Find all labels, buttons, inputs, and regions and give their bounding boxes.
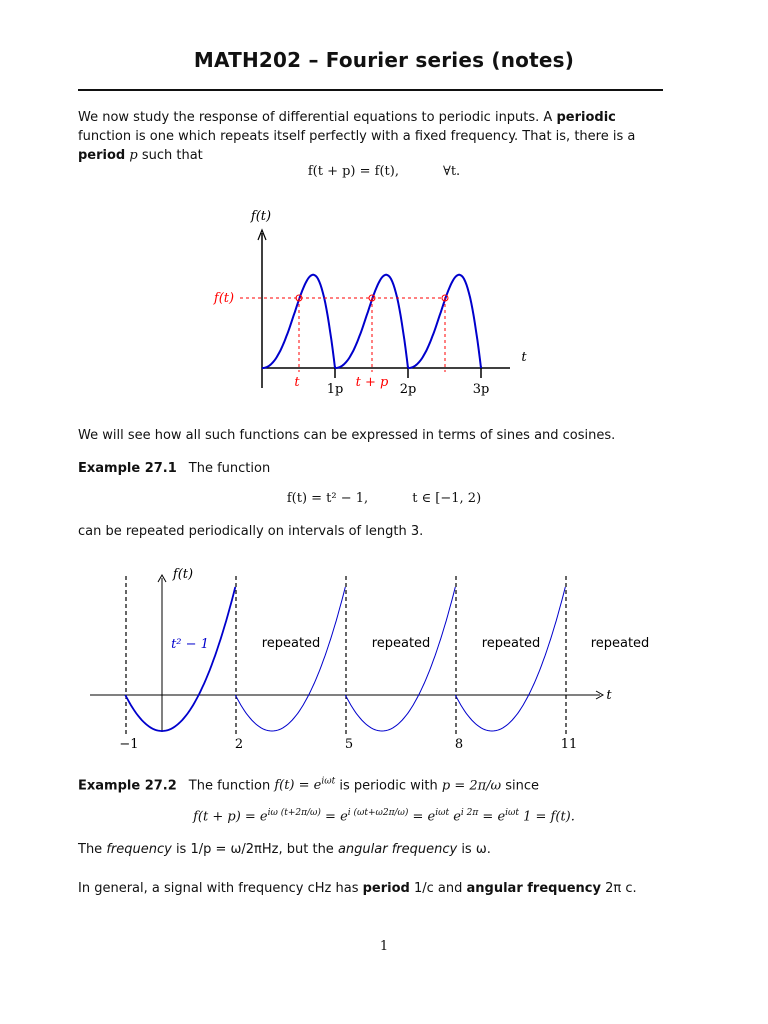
- example-27-1-equation: [0, 491, 768, 506]
- example-27-1-heading: [78, 459, 664, 478]
- eq-exponent-2: i (ωt+ω2π/ω): [347, 808, 409, 818]
- example-27-1-eq-left: f(t) = t² − 1,: [286, 491, 369, 506]
- x-axis-label: t: [521, 350, 527, 365]
- freq-text-a: The: [78, 842, 107, 857]
- example-27-1-intro: The function: [188, 461, 271, 476]
- periodicity-equation: [0, 164, 768, 179]
- freq-term-frequency: frequency: [106, 842, 172, 857]
- example-27-2-equation: [0, 808, 768, 824]
- repeated-label-4: repeated: [590, 636, 650, 651]
- repeated-curve-1: [235, 587, 345, 731]
- general-text-a: In general, a signal with frequency cHz has: [78, 881, 363, 896]
- tick-label-1p: 1p: [326, 382, 344, 397]
- eq-mid-3: e: [449, 809, 461, 825]
- repeated-curve-3: [455, 587, 565, 731]
- example-27-2-function: [274, 778, 335, 793]
- periodicity-eq-right: ∀t.: [442, 164, 461, 179]
- tick-label-5: 5: [344, 737, 354, 752]
- periodic-extension-figure: [80, 560, 650, 760]
- example-27-1-label: Example 27.1: [78, 461, 177, 476]
- intro-bold-periodic: periodic: [556, 110, 616, 125]
- repeated-label-1: repeated: [261, 636, 321, 651]
- repeated-curve-2: [345, 587, 455, 731]
- tick-label-minus-1: −1: [119, 737, 139, 752]
- general-sentence: [78, 879, 664, 898]
- eq-exponent-4: i 2π: [460, 808, 479, 818]
- title-rule: [78, 89, 663, 91]
- intro-text-a: We now study the response of differential equations to periodic inputs. A: [78, 110, 557, 125]
- base-parabola-curve: [125, 587, 235, 731]
- page-number: 1: [379, 939, 389, 954]
- intro-bold-period: period: [78, 148, 126, 163]
- periodic-function-figure: [200, 200, 540, 405]
- freq-text-c: is 1/p = ω/2πHz, but the: [171, 842, 338, 857]
- example-27-2-function-exponent: iωt: [321, 777, 336, 787]
- intro-text-c: function is one which repeats itself perfectly with a fixed frequency. That is, there is a: [78, 129, 636, 144]
- tick-label-2p: 2p: [399, 382, 417, 397]
- example-27-2-text-e: since: [501, 778, 540, 794]
- tick-label-8: 8: [454, 737, 464, 752]
- sines-cosines-text: We will see how all such functions can be expressed in terms of sines and cosines.: [78, 428, 616, 443]
- intro-symbol-p: p: [125, 148, 138, 163]
- freq-text-e: is ω.: [457, 842, 491, 857]
- general-text-e: 2π c.: [600, 881, 637, 896]
- eq-exponent-5: iωt: [505, 808, 519, 818]
- y-axis-label: f(t): [250, 209, 272, 224]
- eq-rhs: 1 = f(t).: [519, 809, 575, 825]
- tick-label-3p: 3p: [472, 382, 490, 397]
- intro-paragraph: [78, 108, 664, 165]
- general-text-c: 1/c and: [409, 881, 467, 896]
- eq-lhs: f(t + p) = e: [193, 809, 268, 825]
- eq-mid-1: = e: [320, 809, 348, 825]
- curve-label: t² − 1: [171, 637, 209, 652]
- eq-mid-4: = e: [478, 809, 506, 825]
- general-term-angular-frequency: angular frequency: [466, 881, 601, 896]
- example-27-1-eq-right: t ∈ [−1, 2): [412, 491, 482, 506]
- tick-label-2: 2: [234, 737, 244, 752]
- example-27-2-function-base: f(t) = e: [274, 778, 322, 794]
- example-27-2-heading: [78, 773, 664, 795]
- intro-text-f: such that: [137, 148, 203, 163]
- x-axis-label: t: [606, 688, 612, 703]
- freq-term-angular-frequency: angular frequency: [337, 842, 458, 857]
- tick-label-11: 11: [560, 737, 578, 752]
- eq-exponent-3: iωt: [435, 808, 450, 818]
- page-title: MATH202 – Fourier series (notes): [193, 48, 575, 72]
- example-27-2-text-c: is periodic with: [335, 778, 442, 794]
- repeated-label-2: repeated: [371, 636, 431, 651]
- example-27-2-label: Example 27.2: [78, 778, 177, 794]
- repeated-label-3: repeated: [481, 636, 541, 651]
- eq-exponent-1: iω (t+2π/ω): [267, 808, 321, 818]
- t-label: t: [294, 375, 300, 390]
- example-27-1-after: can be repeated periodically on intervals of length 3.: [78, 524, 424, 539]
- periodicity-eq-left: f(t + p) = f(t),: [307, 164, 399, 179]
- frequency-sentence: [78, 840, 664, 859]
- t-plus-p-label: t + p: [355, 375, 389, 390]
- reference-label: f(t): [213, 291, 235, 306]
- example-27-2-text-a: The function: [188, 778, 275, 794]
- eq-mid-2: = e: [408, 809, 436, 825]
- general-term-period: period: [362, 881, 410, 896]
- example-27-2-period: p = 2π/ω: [441, 778, 502, 794]
- y-axis-label: f(t): [172, 567, 194, 582]
